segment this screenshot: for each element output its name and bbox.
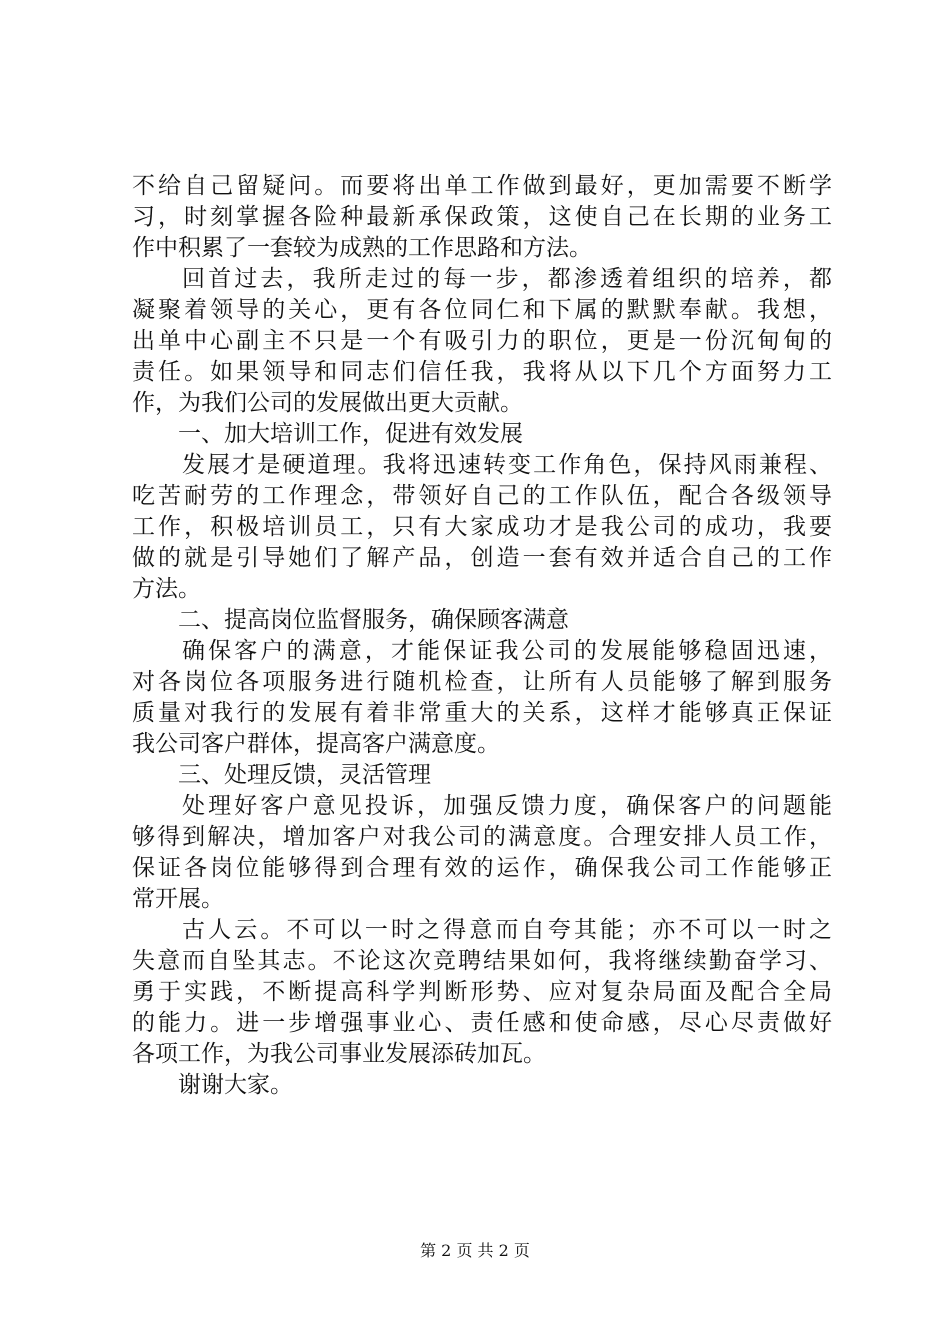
paragraph-line: 发展才是硬道理。我将迅速转变工作角色，保持风雨兼程、 [182, 452, 832, 478]
paragraph-line: 做的就是引导她们了解产品，创造一套有效并适合自己的工作 [132, 545, 832, 571]
section-heading: 三、处理反馈，灵活管理 [178, 762, 431, 788]
paragraph-line: 工作，积极培训员工，只有大家成功才是我公司的成功，我要 [132, 514, 832, 540]
paragraph-line: 责任。如果领导和同志们信任我，我将从以下几个方面努力工 [132, 359, 832, 385]
paragraph-line: 对各岗位各项服务进行随机检查，让所有人员能够了解到服务 [132, 669, 832, 695]
paragraph-line: 的能力。进一步增强事业心、责任感和使命感，尽心尽责做好 [132, 1010, 832, 1036]
paragraph-line: 勇于实践，不断提高科学判断形势、应对复杂局面及配合全局 [132, 979, 832, 1005]
paragraph-line: 作中积累了一套较为成熟的工作思路和方法。 [132, 235, 592, 261]
section-heading: 一、加大培训工作，促进有效发展 [178, 421, 523, 447]
closing-line: 谢谢大家。 [178, 1072, 293, 1098]
paragraph-line: 失意而自坠其志。不论这次竞聘结果如何，我将继续勤奋学习、 [132, 948, 832, 974]
paragraph-line: 回首过去，我所走过的每一步，都渗透着组织的培养，都 [182, 266, 832, 292]
paragraph-line: 常开展。 [132, 886, 224, 912]
paragraph-line: 作，为我们公司的发展做出更大贡献。 [132, 390, 523, 416]
paragraph-line: 方法。 [132, 576, 201, 602]
section-heading: 二、提高岗位监督服务，确保顾客满意 [178, 607, 569, 633]
paragraph-line: 质量对我行的发展有着非常重大的关系，这样才能够真正保证 [132, 700, 832, 726]
paragraph-line: 保证各岗位能够得到合理有效的运作，确保我公司工作能够正 [132, 855, 832, 881]
paragraph-line: 凝聚着领导的关心，更有各位同仁和下属的默默奉献。我想， [132, 297, 832, 323]
paragraph-line: 各项工作，为我公司事业发展添砖加瓦。 [132, 1041, 546, 1067]
paragraph-line: 不给自己留疑问。而要将出单工作做到最好，更加需要不断学 [132, 173, 832, 199]
paragraph-line: 确保客户的满意，才能保证我公司的发展能够稳固迅速， [182, 638, 832, 664]
paragraph-line: 够得到解决，增加客户对我公司的满意度。合理安排人员工作， [132, 824, 832, 850]
paragraph-line: 古人云。不可以一时之得意而自夸其能；亦不可以一时之 [182, 917, 832, 943]
paragraph-line: 出单中心副主不只是一个有吸引力的职位，更是一份沉甸甸的 [132, 328, 832, 354]
page-footer: 第 2 页 共 2 页 [420, 1241, 530, 1260]
document-body [132, 171, 832, 1101]
paragraph-line: 我公司客户群体，提高客户满意度。 [132, 731, 500, 757]
paragraph-line: 习，时刻掌握各险种最新承保政策，这使自己在长期的业务工 [132, 204, 832, 230]
paragraph-line: 处理好客户意见投诉，加强反馈力度，确保客户的问题能 [182, 793, 832, 819]
paragraph-line: 吃苦耐劳的工作理念，带领好自己的工作队伍，配合各级领导 [132, 483, 832, 509]
